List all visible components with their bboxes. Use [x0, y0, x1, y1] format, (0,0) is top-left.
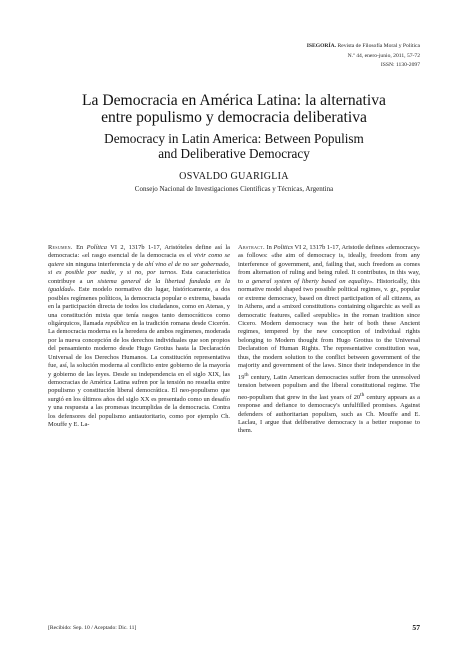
ordinal-superscript: th	[244, 371, 249, 378]
abstract-text: VI 2, 1317b 1-17, Aristotle defines «democracy» as follows: «the aim of democracy is, ideally, freedom from any interference of government, and, failing that, such freedom as comes from alternation of ruling and being ruled. It contributes, in this way, to	[238, 244, 420, 285]
abstract-italic: vivir como se quiere	[48, 252, 230, 268]
abstract-text: ». Historically, this normative model shaped two possible political regimes, v. gr., popular or extreme democracy, based on direct participation of all citizens, as in Athens, and a «mixed constitution» containing oligarchic as well as democratic features, called «republic» in the roman tradition since Cicero. Modern democracy was the heir of both these Ancient regimes, tempered by the new conception of individual rights belonging to Modern thought from Hugo Grotius to the Universal Declaration of Human Rights. The representative constitution was, thus, the modern solution to the conflict between government of the majority and government of the laws. Since their independence in the 19	[238, 277, 421, 381]
journal-issue: N.º 44, enero-junio, 2011, 57-72	[347, 52, 420, 59]
journal-subtitle: Revista de Filosofía Moral y Política	[337, 43, 420, 49]
received-accepted-dates: [Recibido: Sep. 10 / Aceptado: Dic. 11]	[48, 625, 137, 631]
abstract-text: In	[264, 244, 274, 251]
abstract-text: century, Latin American democracies suffer from the unresolved tension between populism and the liberal constitutional regime. The neo-populism that grew in the last years of 20	[238, 373, 420, 401]
journal-header	[307, 42, 420, 71]
abstract-english	[238, 244, 420, 436]
ordinal-superscript: th	[360, 391, 365, 398]
abstract-italic: Política	[86, 244, 107, 251]
abstract-text: . Esta característica contribuye a	[48, 269, 230, 285]
journal-name: ISEGORÍA.	[306, 43, 337, 49]
abstract-english-label: Abstract.	[238, 244, 265, 251]
abstract-text: century appears as a response and defiance to democracy's unfulfilled promises. Against defenders of authoritarian populism, such as Ch. Mouffe and E. Laclau, I argue that deliberative democracy is a better response to them.	[238, 393, 420, 435]
title-spanish-line-1: La Democracia en América Latina: la alternativa	[82, 92, 386, 109]
journal-citation-line	[307, 42, 420, 52]
abstract-text: ». Este modelo normativo dio lugar, históricamente, a dos posibles regímenes políticos, la democracia popular o extrema, basada en la participación directa de todos los ciudadanos, como en Atenas, y una constitución mixta que tenía rasgos tanto democráticos como oligárquicos, llamada	[48, 286, 230, 327]
title-english-line-1: Democracy in Latin America: Between Populism	[104, 131, 364, 146]
journal-issn: ISSN: 1130-2097	[380, 62, 420, 69]
title-spanish-line-2: entre populismo y democracia deliberativa	[101, 109, 367, 126]
author-name: OSVALDO GUARIGLIA	[179, 171, 289, 182]
abstract-text: VI 2, 1317b 1-17, Aristóteles define así la democracia: «el rasgo esencial de la democracia es el	[48, 244, 230, 260]
title-spanish	[48, 92, 420, 126]
abstract-italic: un sistema general de la libertad fundada en la igualdad	[48, 277, 230, 294]
abstract-italic: Politics	[273, 244, 294, 251]
abstract-italic: a general system of liberty based on equality	[245, 277, 369, 285]
author-affiliation: Consejo Nacional de Investigaciones Científicas y Técnicas, Argentina	[134, 185, 334, 193]
abstract-spanish-label: Resumen.	[48, 244, 73, 251]
abstract-text: en la tradición romana desde Cicerón. La democracia moderna es la heredera de ambos regímenes, moderada por la nueva concepción de los derechos individuales que son propios del pensamiento moderno desde Hugo Grotius hasta la Declaración Universal de los Derechos Humanos. La constitución representativa fue, así, la solución moderna al conflicto entre gobierno de la mayoría y gobierno de las leyes. Desde su independencia en el siglo XIX, las democracias de América Latina sufren por la tensión no resuelta entre populismo y constitución liberal democrática. El neo-populismo que surgió en los últimos años del siglo XX es presentado como un desafío y una respuesta a las promesas incumplidas de la democracia. Contra los defensores del populismo antiautoritario, como por ejemplo Ch. Mouffe y E. La-	[48, 319, 230, 429]
abstract-spanish	[48, 244, 230, 430]
abstract-text: sin ninguna interferencia y de	[64, 260, 146, 268]
title-english	[48, 131, 420, 161]
title-english-line-2: and Deliberative Democracy	[158, 146, 310, 161]
abstract-text: En	[72, 244, 87, 251]
abstract-italic: república	[105, 319, 130, 327]
page-number: 57	[412, 623, 420, 632]
abstract-italic: ahí vino el de no ser gobernado, si es posible por nadie, y si no, por turnos	[48, 260, 230, 277]
